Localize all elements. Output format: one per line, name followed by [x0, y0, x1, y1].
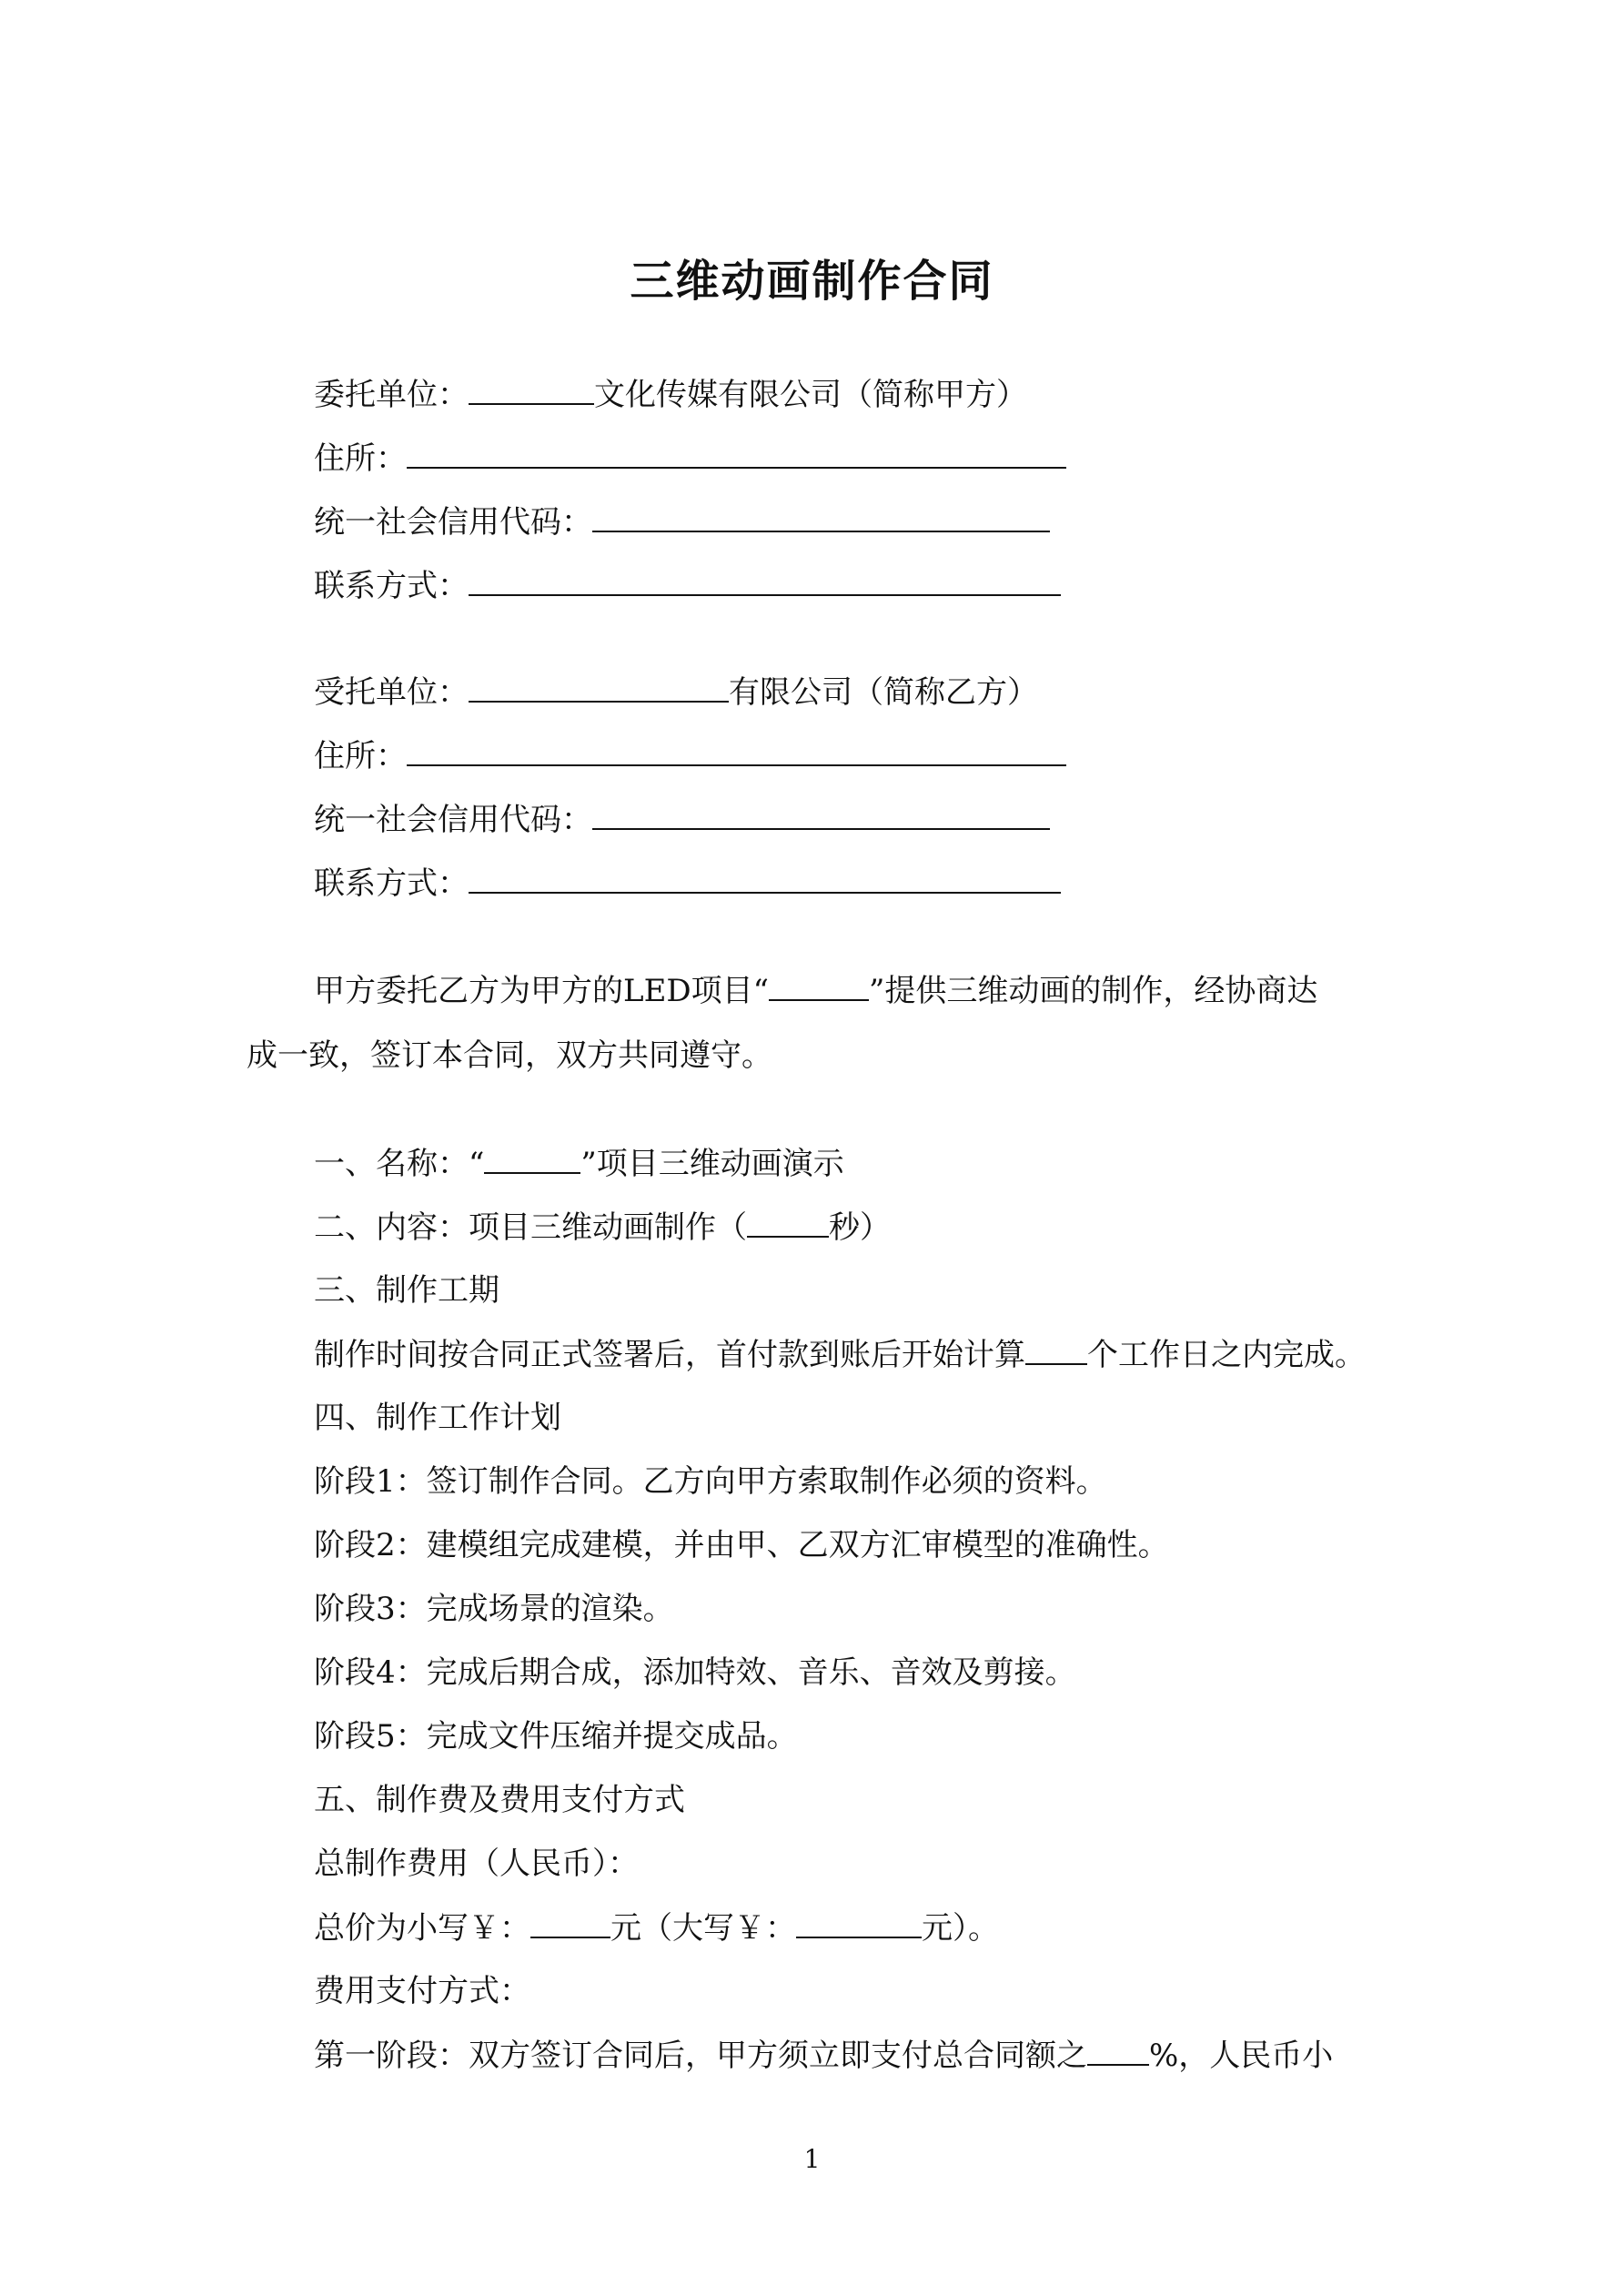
party-a-credit-code-blank [592, 503, 1050, 532]
clause-5-heading: 五、制作费及费用支付方式 [314, 1782, 685, 1818]
party-a-address-blank [407, 440, 1066, 469]
clause-4-heading: 四、制作工作计划 [314, 1400, 561, 1436]
project-name-blank [769, 972, 869, 1001]
page-number: 1 [803, 2144, 821, 2174]
party-a-unit-line: 委托单位： 文化传媒有限公司（简称甲方） [314, 377, 1027, 413]
party-b-address-blank [407, 737, 1066, 766]
stage-5: 阶段5：完成文件压缩并提交成品。 [314, 1718, 798, 1755]
intro-line-1: 甲方委托乙方为甲方的LED项目“ ”提供三维动画的制作，经协商达 [314, 973, 1318, 1009]
phase-1-percent-blank [1087, 2037, 1149, 2066]
party-a-address-line: 住所： [314, 440, 1066, 477]
clause-2-content: 二、内容：项目三维动画制作（ 秒） [314, 1209, 891, 1246]
party-b-contact-blank [469, 865, 1061, 894]
fee-total-label: 总制作费用（人民币）： [314, 1846, 639, 1882]
payment-phase-1: 第一阶段：双方签订合同后，甲方须立即支付总合同额之 %，人民币小 [314, 2038, 1334, 2074]
party-b-name-blank [469, 673, 729, 703]
fee-lowercase-blank [530, 1909, 610, 1938]
stage-3: 阶段3：完成场景的渲染。 [314, 1591, 674, 1627]
party-b-unit-line: 受托单位： 有限公司（简称乙方） [314, 674, 1038, 711]
stage-2: 阶段2：建模组完成建模，并由甲、乙双方汇审模型的准确性。 [314, 1527, 1169, 1563]
clause-3-heading: 三、制作工期 [314, 1272, 499, 1309]
payment-method-label: 费用支付方式： [314, 1973, 530, 2009]
clause-3-body: 制作时间按合同正式签署后，首付款到账后开始计算 个工作日之内完成。 [314, 1337, 1366, 1373]
party-a-credit-code-line: 统一社会信用代码： [314, 503, 1050, 541]
clause-1-name: 一、名称：“ ”项目三维动画演示 [314, 1146, 844, 1182]
party-b-credit-code-blank [592, 801, 1050, 830]
intro-line-2: 成一致，签订本合同，双方共同遵守。 [247, 1037, 772, 1074]
working-days-blank [1025, 1336, 1087, 1365]
duration-seconds-blank [747, 1209, 829, 1238]
fee-amount-line: 总价为小写￥： 元（大写￥： 元）。 [314, 1910, 999, 1947]
party-a-contact-blank [469, 567, 1061, 596]
party-a-name-blank [469, 376, 594, 405]
document-title: 三维动画制作合同 [630, 256, 994, 307]
stage-4: 阶段4：完成后期合成，添加特效、音乐、音效及剪接。 [314, 1654, 1076, 1691]
stage-1: 阶段1：签订制作合同。乙方向甲方索取制作必须的资料。 [314, 1463, 1107, 1500]
fee-uppercase-blank [796, 1909, 922, 1938]
party-b-credit-code-line: 统一社会信用代码： [314, 801, 1050, 838]
party-b-address-line: 住所： [314, 737, 1066, 774]
clause-1-blank [484, 1145, 580, 1174]
party-b-contact-line: 联系方式： [314, 865, 1061, 902]
party-a-contact-line: 联系方式： [314, 567, 1061, 604]
